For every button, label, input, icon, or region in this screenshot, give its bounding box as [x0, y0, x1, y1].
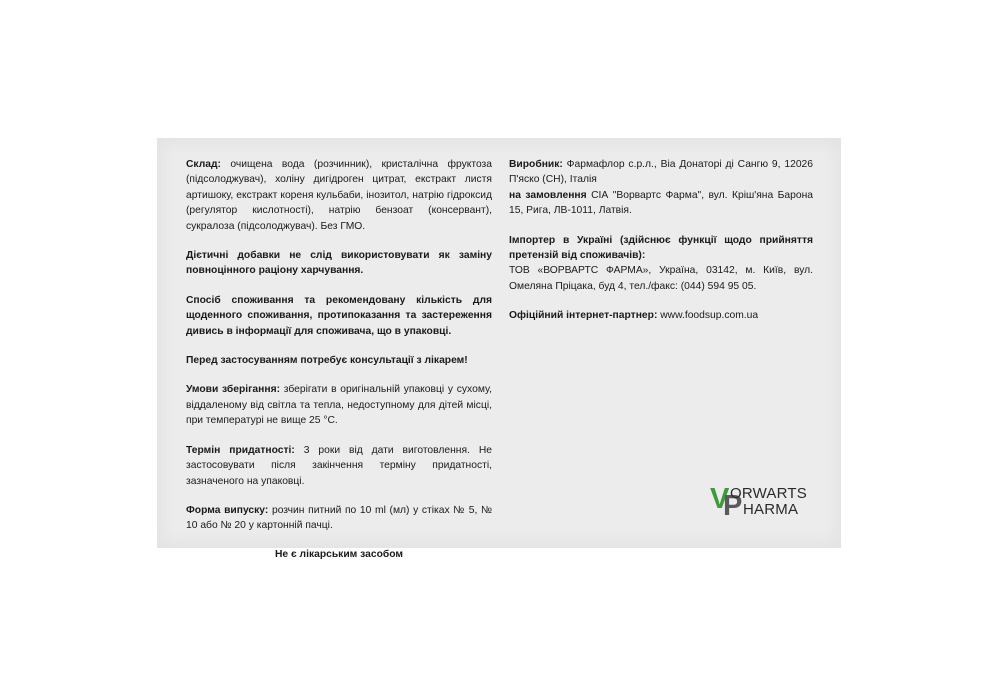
- importer-text: ТОВ «ВОРВАРТС ФАРМА», Україна, 03142, м. Київ, вул. Омеляна Пріцака, буд 4, тел./факс: (044) 594 95 05.: [509, 265, 813, 292]
- form-label: Форма випуску:: [186, 504, 269, 516]
- manufacturer-label: Виробник:: [509, 159, 563, 170]
- vorwarts-pharma-logo: [710, 483, 814, 522]
- not-medicine-note: Не є лікарським засобом: [274, 548, 404, 560]
- consult-note: Перед застосуванням потребує консультації з лікарем!: [186, 355, 468, 367]
- logo-letter-v: V: [710, 483, 730, 515]
- storage-label: Умови зберігання:: [186, 384, 281, 396]
- shelf-life-block: [186, 443, 492, 489]
- partner-block: [509, 308, 813, 323]
- storage-text: зберігати в оригінальній упаковці у сухому, віддаленому від світла та тепла, недоступному для дітей місці, при температурі не вище 25 °С.: [186, 384, 492, 427]
- right-column: [509, 157, 813, 338]
- order-block: [509, 188, 813, 219]
- usage-note: Спосіб споживання та рекомендовану кількість для щоденного споживання, протипоказання та застереження дивись в інформації для споживача, що в упаковці.: [186, 294, 492, 337]
- manufacturer-text: Фармафлор с.р.л., Віа Донаторі ді Сангю 9, 12026 П'яско (СН), Італія: [509, 159, 813, 186]
- logo-letter-p: P: [723, 490, 743, 522]
- logo-word-top: ORWARTS: [730, 485, 807, 502]
- manufacturer-block: [509, 157, 813, 188]
- partner-label: Офіційний інтернет-партнер:: [509, 310, 658, 322]
- composition-label: Склад:: [186, 159, 221, 170]
- shelf-life-label: Термін придатності:: [186, 444, 295, 456]
- importer-label: Імпортер в Україні (здійснює функції щодо прийняття претензій від споживачів):: [509, 234, 813, 262]
- logo-word-bottom: HARMA: [743, 501, 799, 518]
- composition-text: очищена вода (розчинник), кристалічна фруктоза (підсолоджувач), холіну дигідроген цитрат, екстракт листя артишоку, екстракт кореня кульбаби, інозитол, натрію гідроксид (регулятор кислотності), натрію бензоат (консервант), сукралоза (підсолоджувач). Без ГМО.: [186, 159, 492, 232]
- diet-warning: Дієтичні добавки не слід використовувати як заміну повноцінного раціону харчування.: [186, 250, 492, 277]
- left-column: [186, 157, 492, 562]
- form-block: [186, 503, 492, 534]
- partner-url[interactable]: www.foodsup.com.ua: [657, 310, 759, 322]
- form-text: розчин питний по 10 ml (мл) у стіках № 5, № 10 або № 20 у картонній пачці.: [186, 504, 492, 532]
- label-card: [157, 138, 841, 560]
- composition-block: [186, 157, 492, 234]
- importer-block: [509, 233, 813, 295]
- storage-block: [186, 382, 492, 428]
- order-label: на замовлення: [509, 189, 587, 201]
- order-text: СІА "Ворвартс Фарма", вул. Кріш'яна Барона 15, Рига, ЛВ-1011, Латвія.: [509, 189, 814, 217]
- shelf-life-text: 3 роки від дати виготовлення. Не застосовувати після закінчення терміну придатності, зазначеного на упаковці.: [186, 444, 492, 487]
